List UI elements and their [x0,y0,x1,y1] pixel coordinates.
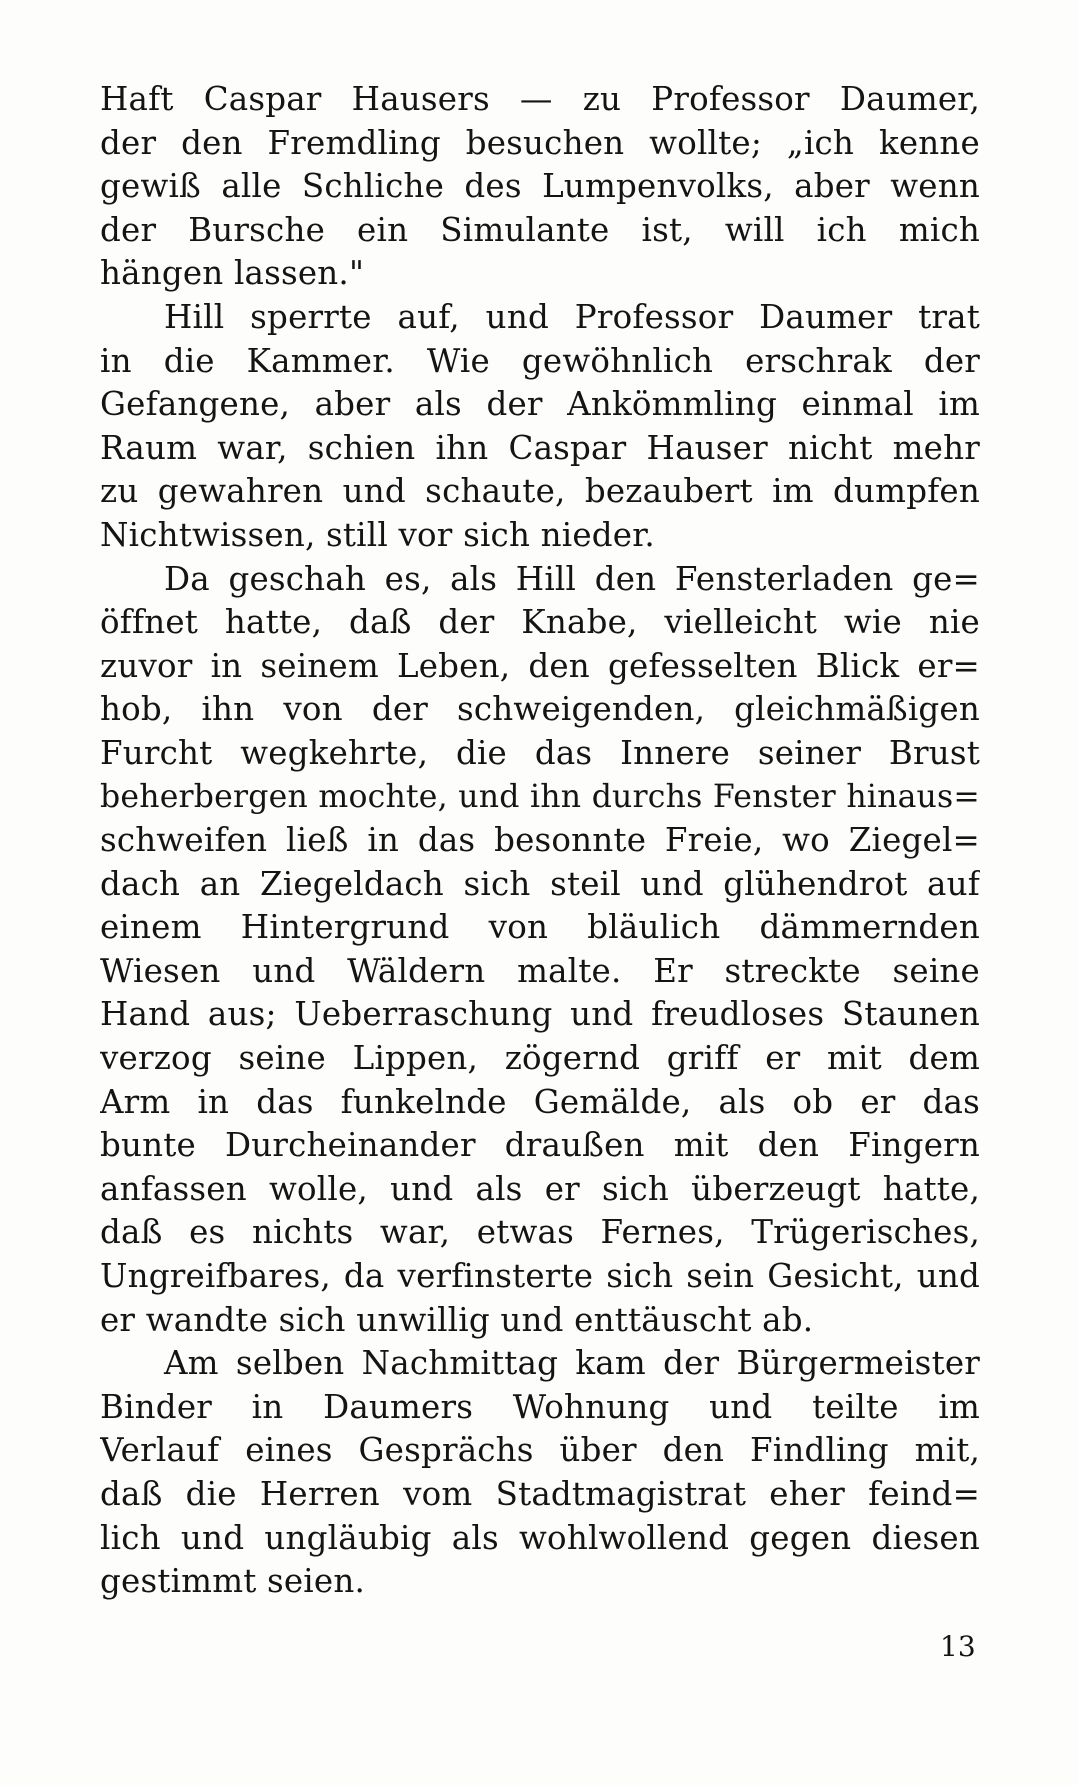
text-line: gewiß alle Schliche des Lumpenvolks, aber wenn [100,167,980,206]
text-line: der Bursche ein Simulante ist, will ich mich [100,210,980,249]
text-line: daß die Herren vom Stadtmagistrat eher feind= [100,1475,980,1513]
text-line: Nichtwissen, still vor sich nieder. [100,515,655,554]
text-line: verzog seine Lippen, zögernd griff er mit dem [100,1039,980,1078]
text-line: daß es nichts war, etwas Fernes, Trügerisches, [100,1213,980,1252]
text-line: beherbergen mochte, und ihn durchs Fenster hinaus= [100,778,980,815]
text-line: einem Hintergrund von bläulich dämmernden [100,908,980,947]
text-line: lich und ungläubig als wohlwollend gegen diesen [100,1518,980,1557]
text-line: Ungreifbares, da verfinsterte sich sein Gesicht, und [100,1257,980,1296]
text-line: der den Fremdling besuchen wollte; „ich kenne [100,123,980,162]
text-line: zuvor in seinem Leben, den gefesselten Blick er= [100,646,980,685]
text-line: Haft Caspar Hausers — zu Professor Daumer, [100,80,980,118]
body-text [100,78,980,1604]
text-line: Hand aus; Ueberraschung und freudloses Staunen [100,995,980,1034]
text-line: Arm in das funkelnde Gemälde, als ob er das [100,1082,980,1121]
text-line: schweifen ließ in das besonnte Freie, wo Ziegel= [100,821,980,860]
text-line: Hill sperrte auf, und Professor Daumer trat [164,297,980,336]
text-line: er wandte sich unwillig und enttäuscht ab. [100,1300,814,1339]
text-line: bunte Durcheinander draußen mit den Fingern [100,1126,980,1165]
text-line: Binder in Daumers Wohnung und teilte im [100,1387,980,1426]
text-line: Verlauf eines Gesprächs über den Findling mit, [100,1431,980,1470]
text-line: Wiesen und Wäldern malte. Er streckte seine [100,951,980,990]
text-line: zu gewahren und schaute, bezaubert im dumpfen [100,472,980,511]
text-line: hängen lassen." [100,254,365,293]
text-line: in die Kammer. Wie gewöhnlich erschrak der [100,341,980,380]
page-number: 13 [940,1630,976,1663]
text-line: anfassen wolle, und als er sich überzeugt hatte, [100,1169,980,1208]
text-line: hob, ihn von der schweigenden, gleichmäßigen [100,690,980,729]
text-line: Furcht wegkehrte, die das Innere seiner Brust [100,733,980,772]
text-line: öffnet hatte, daß der Knabe, vielleicht wie nie [100,603,980,642]
text-line: dach an Ziegeldach sich steil und glühendrot auf [100,864,980,903]
text-line: Gefangene, aber als der Ankömmling einmal im [100,385,980,424]
text-line: Am selben Nachmittag kam der Bürgermeister [164,1344,980,1383]
text-line: Raum war, schien ihn Caspar Hauser nicht mehr [100,428,980,467]
text-line: Da geschah es, als Hill den Fensterladen ge= [164,559,980,598]
text-line: gestimmt seien. [100,1562,365,1601]
